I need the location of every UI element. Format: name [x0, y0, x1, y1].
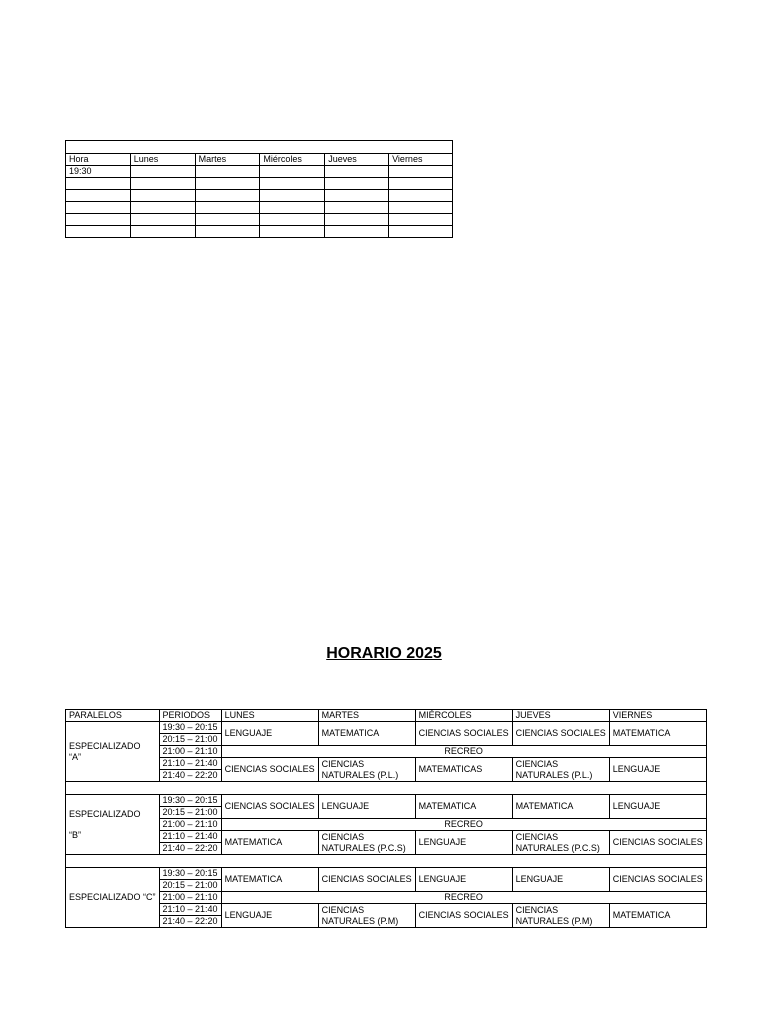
subject-cell: MATEMATICA [221, 868, 318, 892]
period-cell: 21:00 – 21:10 [159, 892, 221, 904]
header-cell: Martes [195, 154, 260, 166]
header-cell: Hora [66, 154, 131, 166]
subject-cell: CIENCIAS NATURALES (P.C.S) [512, 831, 609, 855]
small-schedule-table [65, 140, 453, 238]
period-cell: 21:40 – 22:20 [159, 916, 221, 928]
header-cell: Viernes [389, 154, 453, 166]
subject-cell: CIENCIAS SOCIALES [512, 722, 609, 746]
table-row [66, 166, 453, 178]
spacer-row [66, 782, 707, 795]
subject-cell: CIENCIAS SOCIALES [221, 758, 318, 782]
schedule-table [65, 709, 707, 928]
group-name: ESPECIALIZADO “C” [69, 892, 156, 902]
group-name-cell [66, 868, 160, 928]
subject-cell: LENGUAJE [221, 722, 318, 746]
subject-cell: CIENCIAS SOCIALES [609, 868, 706, 892]
subject-cell: CIENCIAS NATURALES (P.C.S) [318, 831, 415, 855]
table-row [66, 904, 707, 916]
subject-cell: MATEMATICA [512, 795, 609, 819]
table-row [66, 831, 707, 843]
header-cell: Miércoles [260, 154, 325, 166]
period-cell: 21:00 – 21:10 [159, 746, 221, 758]
table-row [66, 190, 453, 202]
table-row [66, 892, 707, 904]
subject-cell: CIENCIAS SOCIALES [609, 831, 706, 855]
header-cell: VIERNES [609, 710, 706, 722]
subject-cell: MATEMATICAS [415, 758, 512, 782]
recreo-cell: RECREO [221, 746, 706, 758]
period-cell: 21:00 – 21:10 [159, 819, 221, 831]
table-row [66, 819, 707, 831]
subject-cell: LENGUAJE [221, 904, 318, 928]
subject-cell: MATEMATICA [609, 904, 706, 928]
period-cell: 21:40 – 22:20 [159, 770, 221, 782]
period-cell: 21:10 – 21:40 [159, 758, 221, 770]
subject-cell: MATEMATICA [609, 722, 706, 746]
header-cell: Jueves [325, 154, 389, 166]
page-title: HORARIO 2025 [326, 645, 442, 662]
period-cell: 21:40 – 22:20 [159, 843, 221, 855]
subject-cell: MATEMATICA [415, 795, 512, 819]
hour-cell: 19:30 [66, 166, 131, 178]
subject-cell: CIENCIAS SOCIALES [221, 795, 318, 819]
subject-cell: CIENCIAS SOCIALES [415, 722, 512, 746]
period-cell: 19:30 – 20:15 [159, 722, 221, 734]
group-name: ESPECIALIZADO [69, 808, 141, 819]
period-cell: 19:30 – 20:15 [159, 868, 221, 880]
period-cell: 21:10 – 21:40 [159, 904, 221, 916]
header-cell: Lunes [130, 154, 195, 166]
group-name-cell [66, 722, 160, 782]
period-cell: 19:30 – 20:15 [159, 795, 221, 807]
subject-cell: MATEMATICA [318, 722, 415, 746]
header-cell: PARALELOS [66, 710, 160, 722]
table-row [66, 178, 453, 190]
period-cell: 20:15 – 21:00 [159, 734, 221, 746]
subject-cell: CIENCIAS SOCIALES [415, 904, 512, 928]
subject-cell: LENGUAJE [415, 831, 512, 855]
spacer-row [66, 855, 707, 868]
table-row [66, 722, 707, 734]
header-cell: LUNES [221, 710, 318, 722]
subject-cell: MATEMATICA [221, 831, 318, 855]
table-row [66, 868, 707, 880]
table-row [66, 141, 453, 154]
period-cell: 21:10 – 21:40 [159, 831, 221, 843]
table-header-row [66, 710, 707, 722]
subject-cell: CIENCIAS SOCIALES [318, 868, 415, 892]
group-letter: “A” [69, 751, 81, 762]
subject-cell: LENGUAJE [512, 868, 609, 892]
table-row [66, 795, 707, 807]
subject-cell: LENGUAJE [609, 795, 706, 819]
recreo-cell: RECREO [221, 819, 706, 831]
table-row [66, 758, 707, 770]
subject-cell: LENGUAJE [609, 758, 706, 782]
header-cell: MARTES [318, 710, 415, 722]
period-cell: 20:15 – 21:00 [159, 807, 221, 819]
subject-cell: CIENCIAS NATURALES (P.M) [318, 904, 415, 928]
header-cell: PERIODOS [159, 710, 221, 722]
subject-cell: CIENCIAS NATURALES (P.L.) [512, 758, 609, 782]
subject-cell: LENGUAJE [415, 868, 512, 892]
table-row [66, 202, 453, 214]
table-row [66, 746, 707, 758]
table-header-row [66, 154, 453, 166]
header-cell: MIÉRCOLES [415, 710, 512, 722]
header-cell: JUEVES [512, 710, 609, 722]
group-letter: “B” [69, 829, 81, 840]
group-name-cell [66, 795, 160, 855]
table-row [66, 214, 453, 226]
recreo-cell: RECREO [221, 892, 706, 904]
subject-cell: CIENCIAS NATURALES (P.L.) [318, 758, 415, 782]
table-row [66, 226, 453, 238]
period-cell: 20:15 – 21:00 [159, 880, 221, 892]
group-name: ESPECIALIZADO [69, 740, 141, 751]
subject-cell: LENGUAJE [318, 795, 415, 819]
subject-cell: CIENCIAS NATURALES (P.M) [512, 904, 609, 928]
